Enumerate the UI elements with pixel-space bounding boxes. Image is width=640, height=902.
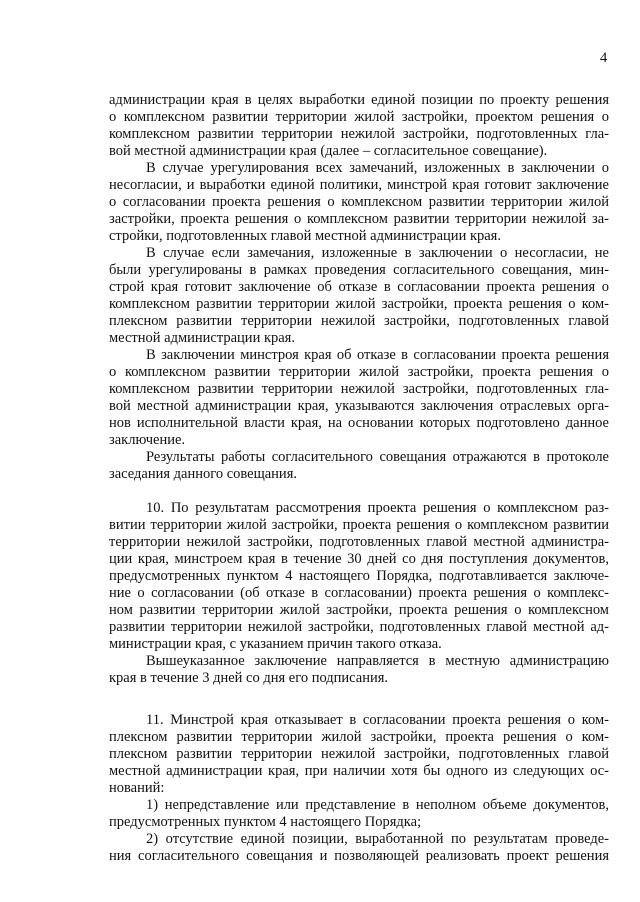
- text-line: нов исполнительной власти края, на основании которых подготовлено данное: [109, 415, 609, 431]
- text-line: 11. Минстрой края отказывает в согласовании проекта решения о ком-: [146, 712, 609, 728]
- text-line: предусмотренных пунктом 4 настоящего Порядка;: [109, 814, 422, 830]
- text-line: Результаты работы согласительного совещания отражаются в протоколе: [146, 449, 609, 465]
- text-line: предусмотренных пунктом 4 настоящего Порядка, подготавливается заключе-: [109, 568, 609, 584]
- text-line: 10. По результатам рассмотрения проекта решения о комплексном раз-: [146, 500, 609, 516]
- page-number: 4: [600, 50, 608, 66]
- text-line: о комплексном развитии территории жилой застройки, проекта решения о: [109, 364, 609, 380]
- text-line: края в течение 3 дней со дня его подписания.: [109, 670, 389, 686]
- text-line: В случае если замечания, изложенные в заключении о несогласии, не: [146, 245, 609, 261]
- text-line: о комплексном развитии территории жилой застройки, проектом решения о: [109, 109, 609, 125]
- text-line: развитии территории нежилой застройки, подготовленных главой местной ад-: [109, 619, 609, 635]
- text-line: ния согласительного совещания и позволяющей реализовать проект решения: [109, 848, 609, 864]
- text-line: министрации края, с указанием причин такого отказа.: [109, 636, 442, 652]
- text-line: заседания данного совещания.: [109, 466, 297, 482]
- text-line: местной администрации края, при наличии хотя бы одного из следующих ос-: [109, 763, 609, 779]
- text-line: В случае урегулирования всех замечаний, изложенных в заключении о: [146, 160, 609, 176]
- text-line: ние о согласовании (об отказе в согласовании) проекта решения о комплекс-: [109, 585, 609, 601]
- text-line: витии территории жилой застройки, проекта решения о комплексном развитии: [109, 517, 609, 533]
- text-line: плексном развитии территории нежилой застройки, подготовленных главой: [109, 746, 609, 762]
- text-line: строй края готовит заключение об отказе в согласовании проекта решения о: [109, 279, 609, 295]
- text-line: 2) отсутствие единой позиции, выработанной по результатам проведе-: [146, 831, 609, 847]
- text-line: администрации края в целях выработки единой позиции по проекту решения: [109, 92, 609, 108]
- text-line: вой местной администрации края (далее – согласительное совещание).: [109, 143, 548, 159]
- text-line: комплексном развитии территории жилой застройки, проекта решения о ком-: [109, 296, 609, 312]
- text-line: местной администрации края.: [109, 330, 295, 346]
- text-line: были урегулированы в рамках проведения согласительного совещания, мин-: [109, 262, 609, 278]
- text-line: вой местной администрации края, указываются заключения отраслевых орга-: [109, 398, 609, 414]
- text-line: заключение.: [109, 432, 186, 448]
- text-line: В заключении минстроя края об отказе в согласовании проекта решения: [146, 347, 609, 363]
- text-line: ном развитии территории жилой застройки, проекта решения о комплексном: [109, 602, 609, 618]
- text-line: Вышеуказанное заключение направляется в местную администрацию: [146, 653, 609, 669]
- text-line: плексном развитии территории жилой застройки, проекта решения о ком-: [109, 729, 609, 745]
- text-line: комплексном развитии территории нежилой застройки, подготовленных гла-: [109, 381, 609, 397]
- text-line: ции края, минстроем края в течение 30 дней со дня поступления документов,: [109, 551, 609, 567]
- text-line: нований:: [109, 780, 165, 796]
- text-line: несогласии, и выработки единой политики, минстрой края готовит заключение: [109, 177, 609, 193]
- text-line: застройки, проекта решения о комплексном развитии территории нежилой за-: [109, 211, 609, 227]
- text-line: комплексном развитии территории нежилой застройки, подготовленных гла-: [109, 126, 609, 142]
- text-line: стройки, подготовленных главой местной администрации края.: [109, 228, 501, 244]
- text-line: территории нежилой застройки, подготовленных главой местной администра-: [109, 534, 609, 550]
- text-line: 1) непредставление или представление в неполном объеме документов,: [146, 797, 609, 813]
- text-line: о согласовании проекта решения о комплексном развитии территории жилой: [109, 194, 609, 210]
- text-line: плексном развитии территории нежилой застройки, подготовленных главой: [109, 313, 609, 329]
